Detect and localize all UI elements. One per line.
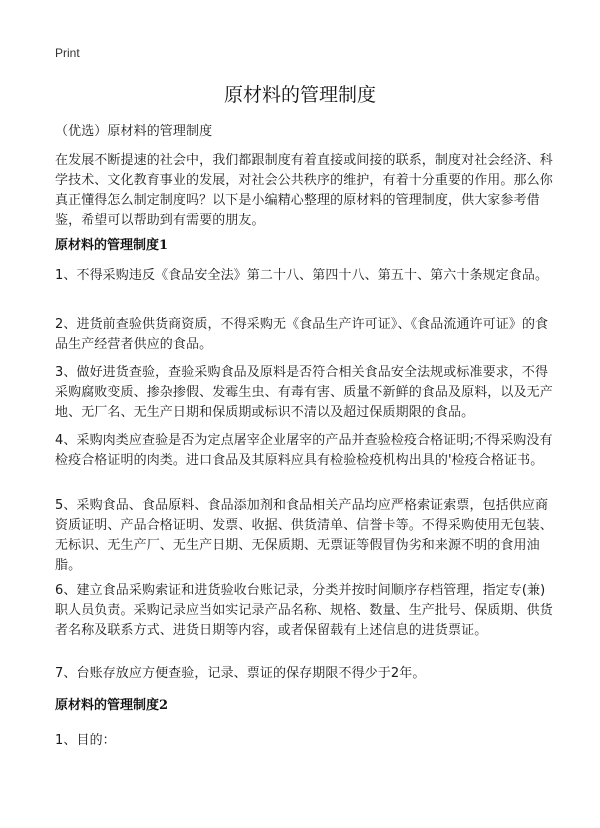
list-item: 1、目的： bbox=[55, 733, 116, 748]
list-item: 4、采购肉类应查验是否为定点屠宰企业屠宰的产品并查验检疫合格证明;不得采购没有检疫合格证明的肉类。进口食品及其原料应具有检验检疫机构出具的'检疫合格证书。 bbox=[55, 433, 553, 468]
list-item: 2、进货前查验供货商资质，不得采购无《食品生产许可证》、《食品流通许可证》的食品生产经营者供应的食品。 bbox=[55, 317, 549, 352]
list-item: 6、建立食品采购索证和进货验收台账记录，分类并按时间顺序存档管理，指定专(兼)职人员负责。采购记录应当如实记录产品名称、规格、数量、生产批号、保质期、供货者名称及联系方式、进货日期等内容，或者保留载有上述信息的进货票证。 bbox=[55, 583, 553, 638]
intro-paragraph: 在发展不断提速的社会中，我们都跟制度有着直接或间接的联系，制度对社会经济、科学技术、文化教育事业的发展，对社会公共秩序的维护，有着十分重要的作用。那么你真正懂得怎么制定制度吗？以下是小编精心整理的原材料的管理制度，供大家参考借鉴，希望可以帮助到有需要的朋友。 bbox=[55, 153, 553, 228]
list-item: 5、采购食品、食品原料、食品添加剂和食品相关产品均应严格索证索票，包括供应商资质证明、产品合格证明、发票、收据、供货清单、信誉卡等。不得采购使用无包装、无标识、无生产厂、无生产日期、无保质期、无票证等假冒伪劣和来源不明的食用油脂。 bbox=[55, 498, 553, 573]
document-title: 原材料的管理制度 bbox=[223, 84, 376, 106]
list-item: 7、台账存放应方便查验，记录、票证的保存期限不得少于2年。 bbox=[55, 666, 426, 681]
list-item: 1、不得采购违反《食品安全法》第二十八、第四十八、第五十、第六十条规定食品。 bbox=[55, 268, 549, 283]
print-label: Print bbox=[55, 46, 80, 60]
list-item: 3、做好进货查验，查验采购食品及原料是否符合相关食品安全法规或标准要求，不得采购腐败变质、掺杂掺假、发霉生虫、有毒有害、质量不新鲜的食品及原料，以及无产地、无厂名、无生产日期和保质期或标识不清以及超过保质期限的食品。 bbox=[55, 365, 553, 420]
section-heading-1: 原材料的管理制度1 bbox=[55, 238, 169, 253]
section-heading-2: 原材料的管理制度2 bbox=[55, 698, 169, 713]
document-subtitle: （优选）原材料的管理制度 bbox=[55, 124, 213, 139]
